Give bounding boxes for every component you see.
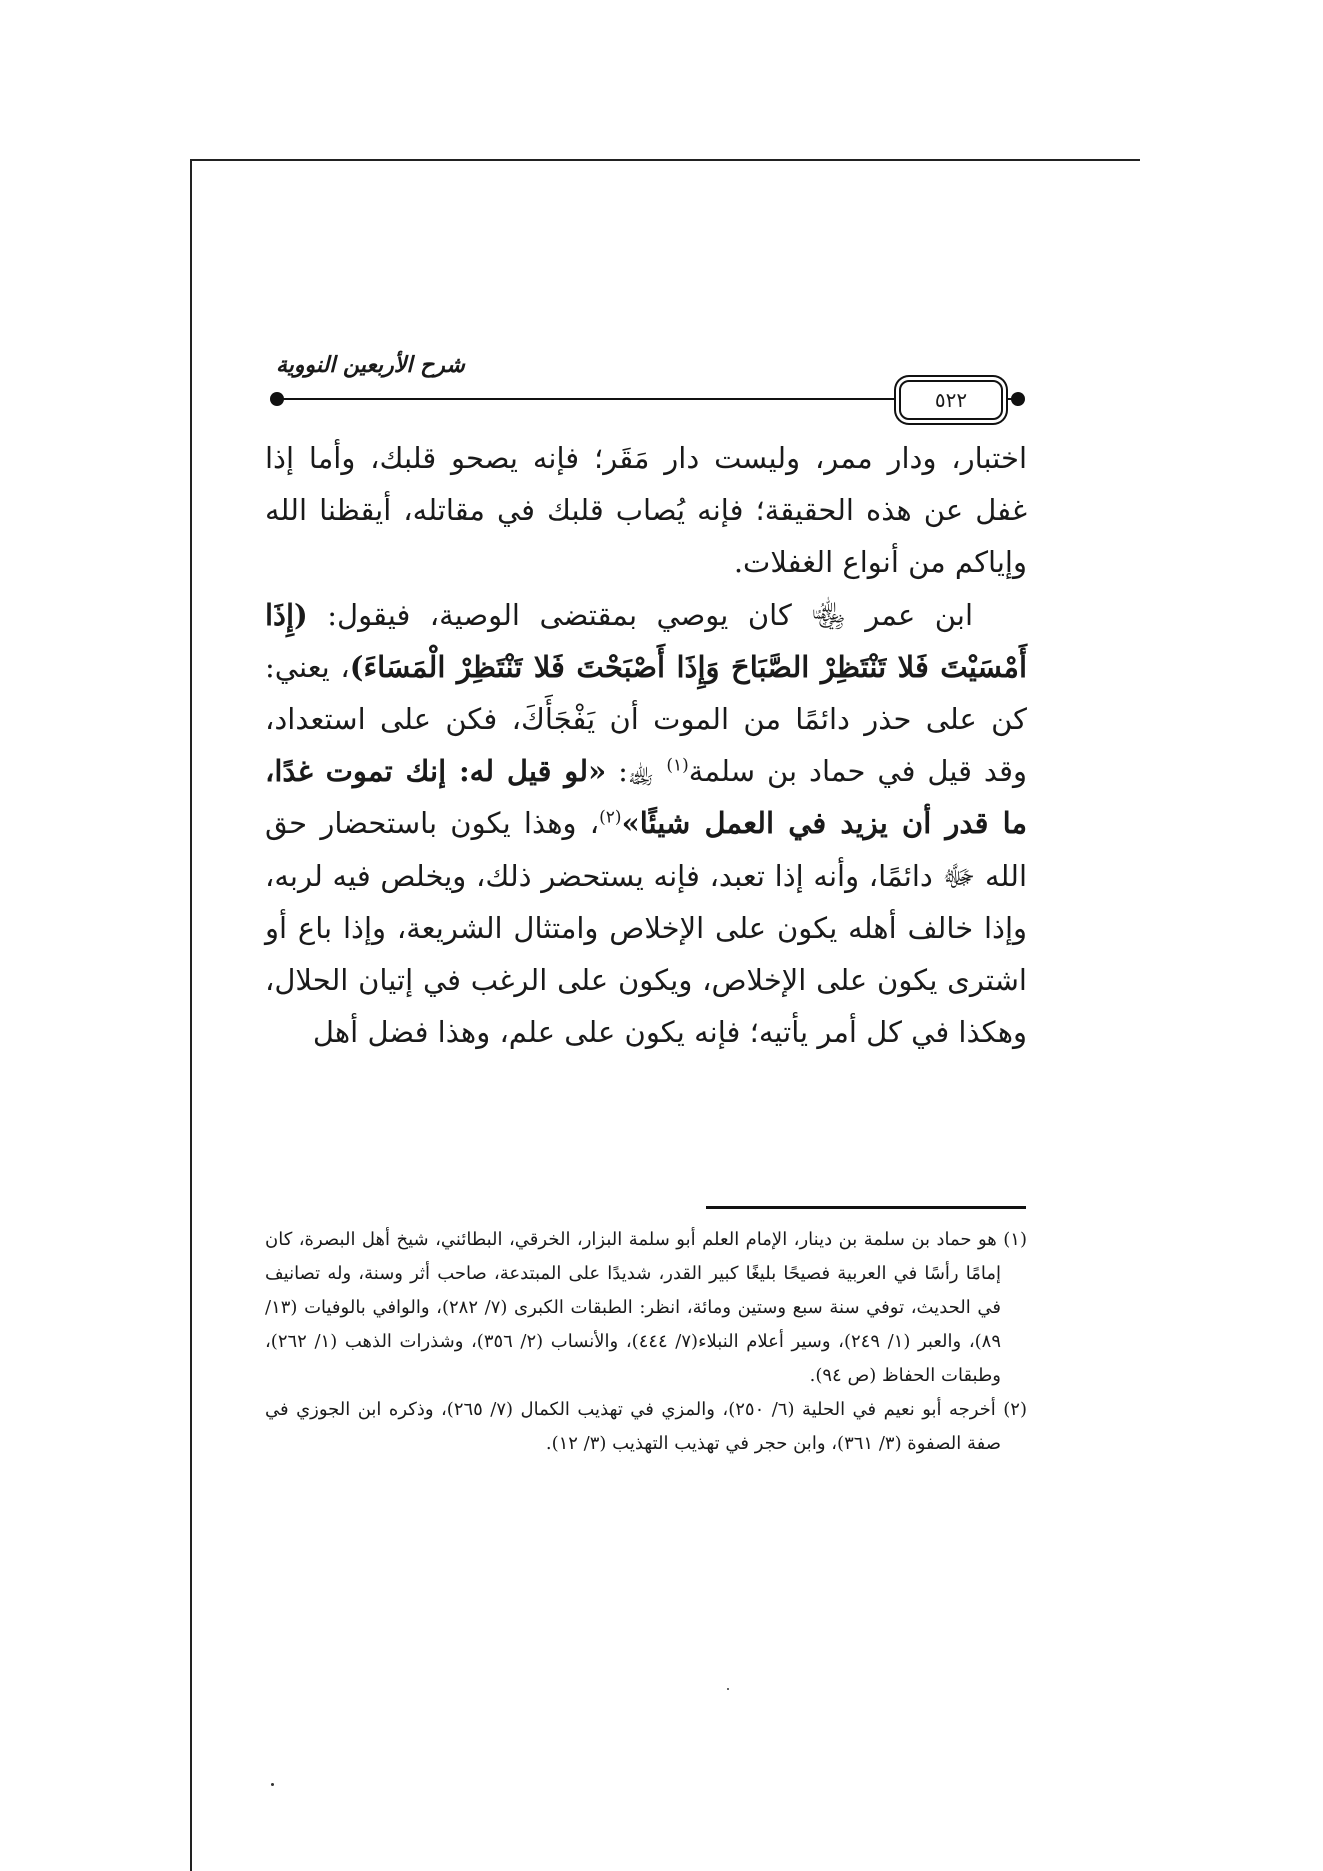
hadith-quote: (إِذَا أَمْسَيْتَ فَلا تَنْتَظِرْ الصَّبَاحَ وَإِذَا أَصْبَحْتَ فَلا تَنْتَظِرْ الْمَسَاءَ) [265,597,1027,684]
frame-top-border [190,159,1140,161]
paragraph-2 [265,589,1027,1059]
p2-honorific: ﵀: [606,754,667,789]
frame-left-border [190,159,192,1871]
paragraph-1: اختبار، ودار ممر، وليست دار مَقَر؛ فإنه يصحو قلبك، وأما إذا غفل عن هذه الحقيقة؛ فإنه يُصاب قلبك في مقاتله، أيقظنا الله وإياكم من أنواع الغفلات. [265,441,1027,580]
stray-mark [271,1783,274,1786]
header-dot-right [1011,392,1025,406]
p2-continuation: ، وهذا يكون باستحضار حق الله ﷻ دائمًا، وأنه إذا تعبد، فإنه يستحضر ذلك، ويخلص فيه لربه، وإذا خالف أهله يكون على الإخلاص وامتثال الشريعة، وإذا باع أو اشترى يكون على الإخلاص، ويكون على الرغب في إتيان الحلال، وهكذا في كل أمر يأتيه؛ فإنه يكون على علم، وهذا فضل أهل [265,806,1027,1050]
footnotes [265,1223,1027,1461]
footnote-1: (١) هو حماد بن سلمة بن دينار، الإمام العلم أبو سلمة البزار، الخرقي، البطائني، شيخ أهل البصرة، كان إمامًا رأسًا في العربية فصيحًا بليغًا كبير القدر، شديدًا على المبتدعة، صاحب أثر وسنة، وله تصانيف في الحديث، توفي سنة سبع وستين ومائة، انظر: الطبقات الكبرى (٧/ ٢٨٢)، والوافي بالوفيات (١٣/ ٨٩)، والعبر (١/ ٢٤٩)، وسير أعلام النبلاء(٧/ ٤٤٤)، والأنساب (٢/ ٣٥٦)، وشذرات الذهب (١/ ٢٦٢)، وطبقات الحفاظ (ص ٩٤). [265,1229,1027,1386]
p2-intro: ابن عمر ﵄ كان يوصي بمقتضى الوصية، فيقول: [307,597,973,632]
p2-explanation: ، يعني: كن على حذر دائمًا من الموت أن يَفْجَأَكَ، فكن على استعداد، وقد قيل في حماد بن سلمة [265,649,1027,789]
footnote-2: (٢) أخرجه أبو نعيم في الحلية (٦/ ٢٥٠)، والمزي في تهذيب الكمال (٧/ ٢٦٥)، وذكره ابن الجوزي في صفة الصفوة (٣/ ٣٦١)، وابن حجر في تهذيب التهذيب (٣/ ١٢). [265,1399,1027,1454]
footnote-ref-1[interactable]: (١) [666,755,689,776]
page-header [270,352,1025,412]
footnote-ref-2[interactable]: (٢) [599,807,622,828]
header-dot-left [270,392,284,406]
footnote-separator [706,1206,1026,1209]
book-title: شرح الأربعين النووية [276,352,465,378]
saying-quote: «لو قيل له: إنك تموت غدًا، ما قدر أن يزيد في العمل شيئًا» [265,754,1027,841]
page-number: ٥٢٢ [899,380,1003,420]
stray-mark [727,1688,729,1690]
main-text [265,432,1027,1058]
